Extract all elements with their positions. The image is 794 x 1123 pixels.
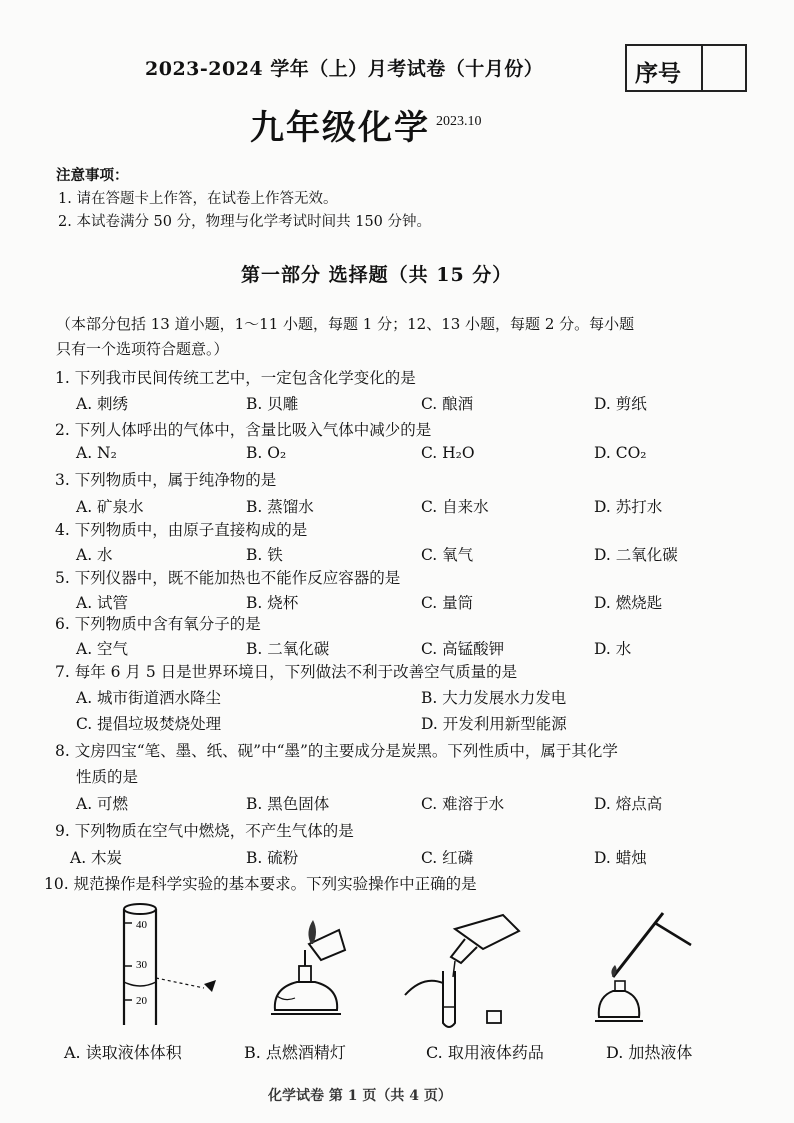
figure-take-liquid-reagent — [395, 905, 535, 1035]
question-2-option-c: C. H₂O — [421, 444, 475, 462]
exam-header-line: 2023-2024 学年（上）月考试卷（十月份） — [145, 58, 544, 80]
question-2-stem: 2. 下列人体呼出的气体中，含量比吸入气体中减少的是 — [55, 421, 432, 439]
question-5-option-d: D. 燃烧匙 — [594, 594, 663, 612]
page-footer: 化学试卷 第 1 页（共 4 页） — [268, 1088, 452, 1104]
section-title: 第一部分 选择题（共 15 分） — [241, 264, 513, 286]
test-tube-icon — [443, 971, 455, 1027]
notes-heading: 注意事项： — [56, 167, 129, 184]
question-4-option-c: C. 氧气 — [421, 546, 474, 564]
question-10-option-b: B. 点燃酒精灯 — [244, 1043, 346, 1062]
question-7-option-b: B. 大力发展水力发电 — [421, 689, 567, 707]
alcohol-lamp-icon — [599, 991, 639, 1017]
scale-label-30: 30 — [136, 959, 147, 971]
question-8-stem-line2: 性质的是 — [76, 768, 139, 786]
question-3-option-a: A. 矿泉水 — [76, 498, 144, 516]
question-5-option-c: C. 量筒 — [421, 594, 474, 612]
figure-light-alcohol-lamp — [255, 910, 365, 1030]
question-1-option-a: A. 刺绣 — [76, 395, 129, 413]
question-10-stem: 10. 规范操作是科学实验的基本要求。下列实验操作中正确的是 — [44, 875, 477, 893]
question-2-option-b: B. O₂ — [246, 444, 287, 462]
question-5-option-b: B. 烧杯 — [246, 594, 299, 612]
question-9-option-d: D. 蜡烛 — [594, 849, 647, 867]
exam-date: 2023.10 — [436, 114, 482, 129]
question-1-option-b: B. 贝雕 — [246, 395, 299, 413]
question-3-option-d: D. 苏打水 — [594, 498, 663, 516]
question-6-option-a: A. 空气 — [76, 640, 129, 658]
sequence-number-label: 序号 — [635, 60, 681, 87]
question-8-option-d: D. 熔点高 — [594, 795, 663, 813]
note-item: 2. 本试卷满分 50 分，物理与化学考试时间共 150 分钟。 — [58, 214, 432, 230]
question-6-stem: 6. 下列物质中含有氧分子的是 — [55, 615, 261, 633]
question-4-stem: 4. 下列物质中，由原子直接构成的是 — [55, 521, 308, 539]
question-5-stem: 5. 下列仪器中，既不能加热也不能作反应容器的是 — [55, 569, 401, 587]
question-8-option-c: C. 难溶于水 — [421, 795, 505, 813]
question-7-option-a: A. 城市街道洒水降尘 — [76, 689, 222, 707]
question-8-option-a: A. 可燃 — [76, 795, 129, 813]
question-6-option-b: B. 二氧化碳 — [246, 640, 330, 658]
bottle-stopper-icon — [487, 1011, 501, 1023]
question-9-option-b: B. 硫粉 — [246, 849, 299, 867]
question-6-option-d: D. 水 — [594, 640, 632, 658]
scale-label-40: 40 — [136, 919, 147, 931]
question-1-stem: 1. 下列我市民间传统工艺中，一定包含化学变化的是 — [55, 369, 416, 387]
question-4-option-d: D. 二氧化碳 — [594, 546, 678, 564]
question-9-stem: 9. 下列物质在空气中燃烧，不产生气体的是 — [55, 822, 354, 840]
question-4-option-a: A. 水 — [76, 546, 113, 564]
note-item: 1. 请在答题卡上作答，在试卷上作答无效。 — [58, 191, 338, 207]
question-2-option-d: D. CO₂ — [594, 444, 647, 462]
question-2-option-a: A. N₂ — [76, 444, 117, 462]
question-7-stem: 7. 每年 6 月 5 日是世界环境日，下列做法不利于改善空气质量的是 — [55, 663, 518, 681]
question-1-option-c: C. 酿酒 — [421, 395, 474, 413]
question-9-option-a: A. 木炭 — [70, 849, 123, 867]
left-hand-icon — [405, 981, 443, 995]
eye-icon — [204, 980, 216, 992]
question-5-option-a: A. 试管 — [76, 594, 129, 612]
question-8-stem: 8. 文房四宝“笔、墨、纸、砚”中“墨”的主要成分是炭黑。下列性质中，属于其化学 — [55, 742, 618, 760]
page-title: 九年级化学 — [250, 108, 430, 148]
question-1-option-d: D. 剪纸 — [594, 395, 647, 413]
figure-heat-liquid — [595, 905, 705, 1035]
scale-label-20: 20 — [136, 995, 147, 1007]
question-3-option-b: B. 蒸馏水 — [246, 498, 314, 516]
figure-read-liquid-volume — [100, 900, 240, 1030]
question-10-option-d: D. 加热液体 — [606, 1043, 693, 1062]
question-10-option-a: A. 读取液体体积 — [64, 1043, 182, 1062]
section-intro-line2: 只有一个选项符合题意。） — [56, 340, 229, 358]
sequence-number-box — [625, 44, 747, 92]
question-7-option-c: C. 提倡垃圾焚烧处理 — [76, 715, 222, 733]
hand-icon — [455, 915, 519, 949]
question-9-option-c: C. 红磷 — [421, 849, 474, 867]
question-6-option-c: C. 高锰酸钾 — [421, 640, 505, 658]
question-10-option-c: C. 取用液体药品 — [426, 1043, 544, 1062]
section-intro-line1: （本部分包括 13 道小题，1～11 小题，每题 1 分；12、13 小题，每题 2 分。每小题 — [56, 315, 635, 333]
question-3-stem: 3. 下列物质中，属于纯净物的是 — [55, 471, 277, 489]
question-7-option-d: D. 开发利用新型能源 — [421, 715, 567, 733]
question-4-option-b: B. 铁 — [246, 546, 283, 564]
seal-divider — [701, 46, 703, 90]
question-3-option-c: C. 自来水 — [421, 498, 489, 516]
question-8-option-b: B. 黑色固体 — [246, 795, 330, 813]
test-tube-holder-icon — [655, 923, 691, 945]
